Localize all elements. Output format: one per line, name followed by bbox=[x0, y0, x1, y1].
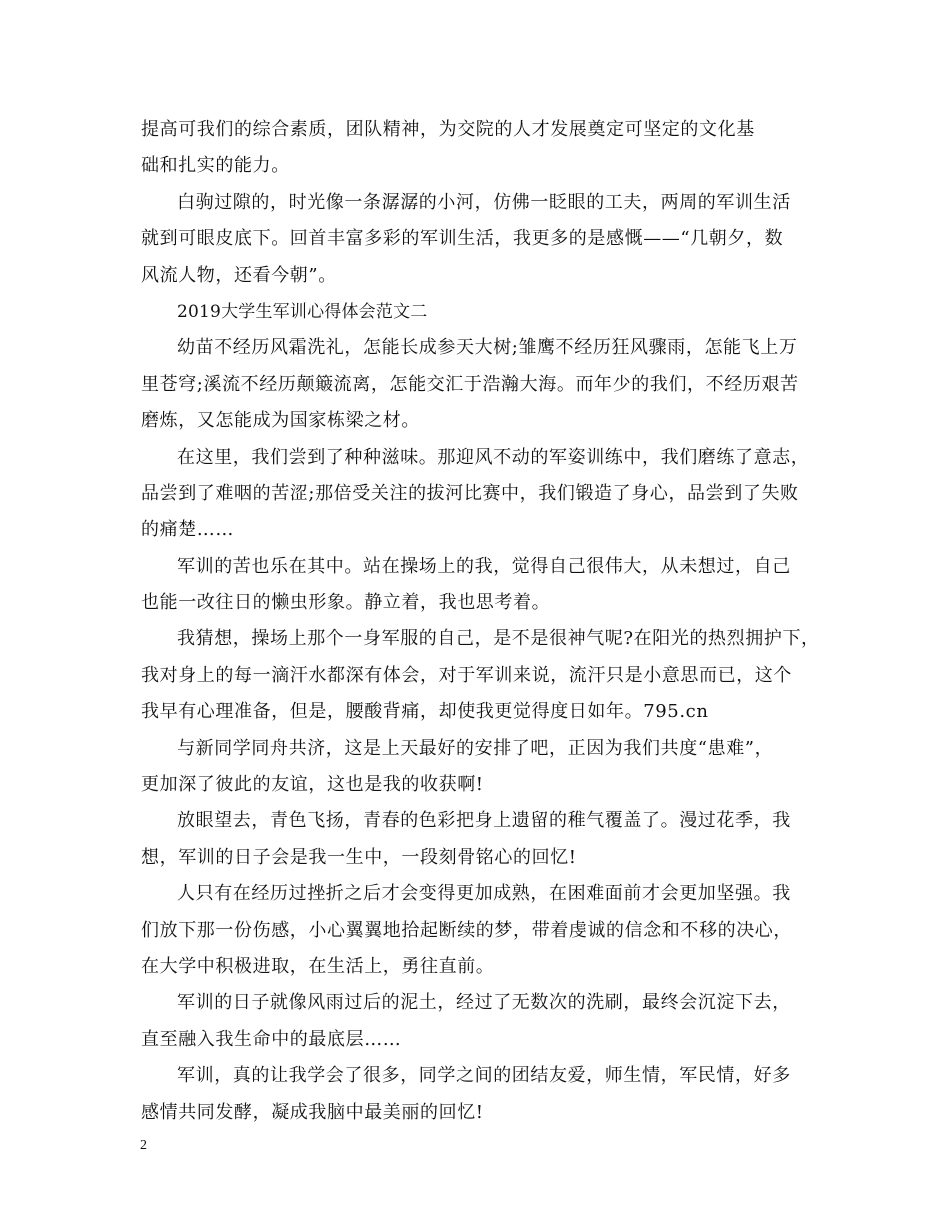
paragraph-line: 的痛楚…… bbox=[141, 519, 234, 541]
paragraph-line: 就到可眼皮底下。回首丰富多彩的军训生活，我更多的是感慨——“几朝夕，数 bbox=[141, 228, 784, 250]
paragraph-line: 们放下那一份伤感，小心翼翼地拾起断续的梦，带着虔诚的信念和不移的决心， bbox=[141, 919, 792, 941]
paragraph-line: 在大学中积极进取，在生活上，勇往直前。 bbox=[141, 955, 495, 977]
paragraph-line: 我对身上的每一滴汗水都深有体会，对于军训来说，流汗只是小意思而已，这个 bbox=[141, 664, 792, 686]
paragraph-line: 军训的日子就像风雨过后的泥土，经过了无数次的洗刷，最终会沉淀下去， bbox=[177, 992, 791, 1014]
paragraph-line: 更加深了彼此的友谊，这也是我的收获啊! bbox=[141, 774, 484, 796]
page-number: 2 bbox=[140, 1138, 147, 1153]
paragraph-line: 白驹过隙的，时光像一条潺潺的小河，仿佛一眨眼的工夫，两周的军训生活 bbox=[177, 191, 791, 213]
paragraph-line: 直至融入我生命中的最底层…… bbox=[141, 1028, 402, 1050]
paragraph-line: 风流人物，还看今朝”。 bbox=[141, 264, 337, 286]
paragraph-line: 军训的苦也乐在其中。站在操场上的我，觉得自己很伟大，从未想过，自己 bbox=[177, 555, 791, 577]
paragraph-line: 础和扎实的能力。 bbox=[141, 155, 290, 177]
paragraph-line: 想，军训的日子会是我一生中，一段刻骨铭心的回忆! bbox=[141, 846, 577, 868]
document-body bbox=[141, 112, 821, 1131]
paragraph-line: 里苍穹;溪流不经历颠簸流离，怎能交汇于浩瀚大海。而年少的我们，不经历艰苦 bbox=[141, 373, 799, 395]
paragraph-line: 提高可我们的综合素质，团队精神，为交院的人才发展奠定可坚定的文化基 bbox=[141, 119, 755, 140]
paragraph-line: 军训，真的让我学会了很多，同学之间的团结友爱，师生情，军民情，好多 bbox=[177, 1065, 791, 1087]
paragraph-line: 在这里，我们尝到了种种滋味。那迎风不动的军姿训练中，我们磨练了意志， bbox=[177, 446, 810, 468]
paragraph-line: 与新同学同舟共济，这是上天最好的安排了吧，正因为我们共度“患难”， bbox=[177, 737, 774, 759]
paragraph-line: 磨炼，又怎能成为国家栋梁之材。 bbox=[141, 410, 420, 432]
paragraph-line: 品尝到了难咽的苦涩;那倍受关注的拔河比赛中，我们锻造了身心，品尝到了失败 bbox=[141, 482, 799, 504]
paragraph-line: 放眼望去，青色飞扬，青春的色彩把身上遗留的稚气覆盖了。漫过花季，我 bbox=[177, 810, 791, 832]
paragraph-line: 幼苗不经历风霜洗礼，怎能长成参天大树;雏鹰不经历狂风骤雨，怎能飞上万 bbox=[177, 337, 798, 359]
paragraph-line: 人只有在经历过挫折之后才会变得更加成熟，在困难面前才会更加坚强。我 bbox=[177, 883, 791, 905]
paragraph-line: 感情共同发酵，凝成我脑中最美丽的回忆! bbox=[141, 1101, 484, 1123]
paragraph-line: 我早有心理准备，但是，腰酸背痛，却使我更觉得度日如年。795.cn bbox=[141, 701, 709, 723]
section-heading: 2019大学生军训心得体会范文二 bbox=[177, 301, 428, 322]
paragraph-line: 我猜想，操场上那个一身军服的自己，是不是很神气呢?在阳光的热烈拥护下， bbox=[177, 628, 820, 650]
paragraph-line: 也能一改往日的懒虫形象。静立着，我也思考着。 bbox=[141, 592, 551, 614]
